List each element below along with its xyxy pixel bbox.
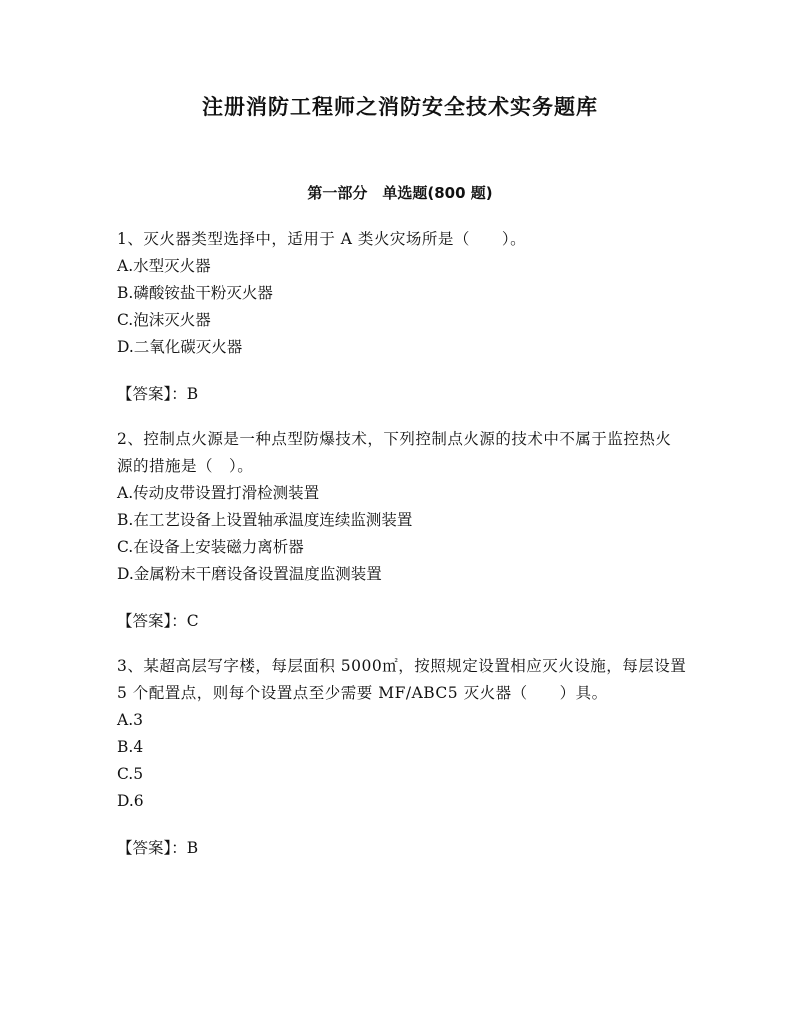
option-b: B.4 — [117, 738, 144, 756]
question-item — [117, 226, 687, 408]
question-stem: 1、灭火器类型选择中，适用于 A 类火灾场所是（ ）。 — [117, 230, 527, 248]
question-list — [117, 226, 687, 862]
answer-value: C — [186, 612, 199, 630]
question-stem: 2、控制点火源是一种点型防爆技术，下列控制点火源的技术中不属于监控热火源的措施是（ ）。 — [117, 430, 672, 475]
answer-line — [117, 608, 687, 635]
option-d: D.6 — [117, 792, 144, 810]
answer-value: B — [186, 839, 199, 857]
answer-label: 【答案】： — [117, 612, 187, 630]
option-a: A.3 — [117, 711, 143, 729]
question-stem: 3、某超高层写字楼，每层面积 5000㎡，按照规定设置相应灭火设施，每层设置 5 个配置点，则每个设置点至少需要 MF/ABC5 灭火器（ ）具。 — [117, 657, 687, 702]
option-d: D.二氧化碳灭火器 — [117, 338, 243, 356]
page-title: 注册消防工程师之消防安全技术实务题库 — [202, 95, 598, 119]
option-a: A.传动皮带设置打滑检测装置 — [117, 484, 320, 502]
option-c: C.在设备上安装磁力离析器 — [117, 538, 304, 556]
option-c: C.泡沫灭火器 — [117, 311, 211, 329]
option-c: C.5 — [117, 765, 144, 783]
section-heading: 第一部分 单选题(800 题) — [307, 184, 493, 202]
question-item — [117, 653, 687, 862]
question-item — [117, 426, 687, 635]
option-b: B.在工艺设备上设置轴承温度连续监测装置 — [117, 511, 413, 529]
answer-value: B — [186, 385, 199, 403]
option-d: D.金属粉末干磨设备设置温度监测装置 — [117, 565, 382, 583]
answer-line — [117, 835, 687, 862]
answer-line — [117, 381, 687, 408]
option-a: A.水型灭火器 — [117, 257, 211, 275]
answer-label: 【答案】： — [117, 839, 187, 857]
answer-label: 【答案】： — [117, 385, 187, 403]
option-b: B.磷酸铵盐干粉灭火器 — [117, 284, 273, 302]
